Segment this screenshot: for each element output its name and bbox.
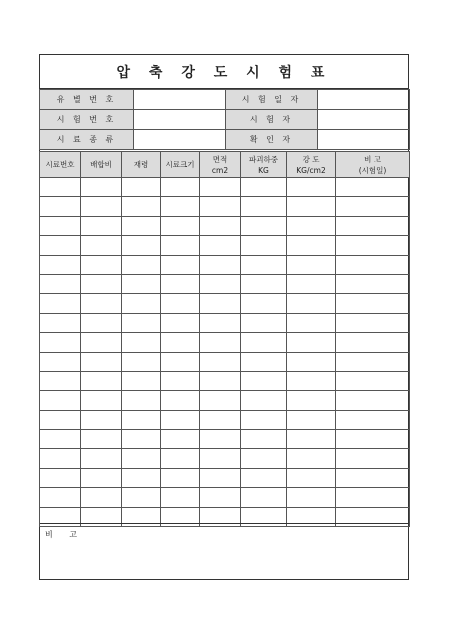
table-cell[interactable] xyxy=(336,294,410,313)
table-cell[interactable] xyxy=(161,178,200,197)
table-cell[interactable] xyxy=(81,371,122,390)
table-cell[interactable] xyxy=(336,468,410,487)
table-cell[interactable] xyxy=(122,178,161,197)
col-header xyxy=(241,152,287,178)
table-cell[interactable] xyxy=(40,197,81,216)
table-row xyxy=(40,274,410,293)
results-table xyxy=(39,151,410,527)
table-cell[interactable] xyxy=(336,255,410,274)
checker-field[interactable] xyxy=(318,130,410,150)
table-cell[interactable] xyxy=(161,488,200,507)
col-header xyxy=(122,152,161,178)
table-cell[interactable] xyxy=(287,391,336,410)
table-cell[interactable] xyxy=(161,352,200,371)
sample-type-field[interactable] xyxy=(134,130,226,150)
table-cell[interactable] xyxy=(81,294,122,313)
table-cell[interactable] xyxy=(200,488,241,507)
table-row xyxy=(40,371,410,390)
table-cell[interactable] xyxy=(287,333,336,352)
table-row xyxy=(40,178,410,197)
table-cell[interactable] xyxy=(336,430,410,449)
table-cell[interactable] xyxy=(81,410,122,429)
table-row xyxy=(40,236,410,255)
table-cell[interactable] xyxy=(40,333,81,352)
table-cell[interactable] xyxy=(241,255,287,274)
table-cell[interactable] xyxy=(241,468,287,487)
table-cell[interactable] xyxy=(81,449,122,468)
table-cell[interactable] xyxy=(81,255,122,274)
table-cell[interactable] xyxy=(241,488,287,507)
tester-field[interactable] xyxy=(318,110,410,130)
table-cell[interactable] xyxy=(122,197,161,216)
table-cell[interactable] xyxy=(40,352,81,371)
test-no-field[interactable] xyxy=(134,110,226,130)
table-cell[interactable] xyxy=(161,449,200,468)
table-cell[interactable] xyxy=(81,313,122,332)
col-header-line2: KG/cm2 xyxy=(296,165,326,175)
info-table xyxy=(39,89,410,150)
table-cell[interactable] xyxy=(241,391,287,410)
table-cell[interactable] xyxy=(122,430,161,449)
table-row xyxy=(40,391,410,410)
table-cell[interactable] xyxy=(336,333,410,352)
table-row xyxy=(40,488,410,507)
table-cell[interactable] xyxy=(336,391,410,410)
table-cell[interactable] xyxy=(336,352,410,371)
col-header xyxy=(161,152,200,178)
table-row xyxy=(40,468,410,487)
table-cell[interactable] xyxy=(81,216,122,235)
table-cell[interactable] xyxy=(200,449,241,468)
table-row xyxy=(40,294,410,313)
table-cell[interactable] xyxy=(161,391,200,410)
table-cell[interactable] xyxy=(200,352,241,371)
table-row xyxy=(40,449,410,468)
test-date-label: 시 험 일 자 xyxy=(226,90,318,110)
table-cell[interactable] xyxy=(40,449,81,468)
table-cell[interactable] xyxy=(200,178,241,197)
table-cell[interactable] xyxy=(287,216,336,235)
table-cell[interactable] xyxy=(336,449,410,468)
table-cell[interactable] xyxy=(241,313,287,332)
table-cell[interactable] xyxy=(287,488,336,507)
col-header-line2: (시험일) xyxy=(358,165,387,175)
sample-type-label: 시 료 종 류 xyxy=(40,130,134,150)
table-cell[interactable] xyxy=(336,313,410,332)
table-cell[interactable] xyxy=(336,216,410,235)
table-cell[interactable] xyxy=(122,294,161,313)
table-row xyxy=(40,430,410,449)
table-cell[interactable] xyxy=(81,352,122,371)
table-cell[interactable] xyxy=(40,216,81,235)
table-cell[interactable] xyxy=(40,410,81,429)
col-header-line1: 시료번호 xyxy=(45,160,75,169)
table-cell[interactable] xyxy=(40,430,81,449)
col-header xyxy=(287,152,336,178)
specimen-no-label: 유 별 번 호 xyxy=(40,90,134,110)
table-cell[interactable] xyxy=(200,255,241,274)
table-cell[interactable] xyxy=(336,371,410,390)
table-cell[interactable] xyxy=(241,430,287,449)
table-cell[interactable] xyxy=(287,371,336,390)
table-cell[interactable] xyxy=(122,468,161,487)
table-cell[interactable] xyxy=(81,274,122,293)
table-cell[interactable] xyxy=(241,294,287,313)
col-header-line1: 재령 xyxy=(133,160,149,169)
table-cell[interactable] xyxy=(336,197,410,216)
table-cell[interactable] xyxy=(161,410,200,429)
table-cell[interactable] xyxy=(40,488,81,507)
table-cell[interactable] xyxy=(287,236,336,255)
table-cell[interactable] xyxy=(241,178,287,197)
table-cell[interactable] xyxy=(122,391,161,410)
table-cell[interactable] xyxy=(122,352,161,371)
table-cell[interactable] xyxy=(200,410,241,429)
table-cell[interactable] xyxy=(287,313,336,332)
table-cell[interactable] xyxy=(200,313,241,332)
table-row xyxy=(40,410,410,429)
table-cell[interactable] xyxy=(161,197,200,216)
sheet-title: 압 축 강 도 시 험 표 xyxy=(40,55,408,89)
col-header-line1: 강 도 xyxy=(302,154,320,164)
table-cell[interactable] xyxy=(287,255,336,274)
table-cell[interactable] xyxy=(161,294,200,313)
table-cell[interactable] xyxy=(81,236,122,255)
table-cell[interactable] xyxy=(122,410,161,429)
table-cell[interactable] xyxy=(122,274,161,293)
table-cell[interactable] xyxy=(336,236,410,255)
table-cell[interactable] xyxy=(287,430,336,449)
table-cell[interactable] xyxy=(241,216,287,235)
table-cell[interactable] xyxy=(161,216,200,235)
table-cell[interactable] xyxy=(122,371,161,390)
table-cell[interactable] xyxy=(81,430,122,449)
table-cell[interactable] xyxy=(241,333,287,352)
col-header-line1: 시료크기 xyxy=(165,160,195,169)
test-date-field[interactable] xyxy=(318,90,410,110)
table-cell[interactable] xyxy=(287,294,336,313)
table-cell[interactable] xyxy=(81,178,122,197)
table-cell[interactable] xyxy=(161,333,200,352)
table-cell[interactable] xyxy=(241,274,287,293)
table-cell[interactable] xyxy=(122,236,161,255)
col-header-line1: 파괴하중 xyxy=(249,154,278,164)
test-no-label: 시 험 번 호 xyxy=(40,110,134,130)
table-cell[interactable] xyxy=(336,178,410,197)
table-cell[interactable] xyxy=(241,236,287,255)
table-cell[interactable] xyxy=(200,216,241,235)
table-cell[interactable] xyxy=(200,430,241,449)
table-cell[interactable] xyxy=(40,274,81,293)
table-cell[interactable] xyxy=(200,468,241,487)
table-cell[interactable] xyxy=(40,236,81,255)
table-cell[interactable] xyxy=(287,178,336,197)
table-cell[interactable] xyxy=(287,274,336,293)
table-cell[interactable] xyxy=(81,488,122,507)
table-cell[interactable] xyxy=(200,197,241,216)
table-cell[interactable] xyxy=(241,352,287,371)
col-header xyxy=(336,152,410,178)
table-cell[interactable] xyxy=(200,333,241,352)
table-cell[interactable] xyxy=(122,313,161,332)
table-row xyxy=(40,197,410,216)
table-row xyxy=(40,333,410,352)
table-row xyxy=(40,255,410,274)
table-cell[interactable] xyxy=(161,313,200,332)
col-header xyxy=(200,152,241,178)
table-cell[interactable] xyxy=(161,236,200,255)
table-cell[interactable] xyxy=(122,449,161,468)
table-cell[interactable] xyxy=(200,371,241,390)
table-row xyxy=(40,352,410,371)
col-header-line2: KG xyxy=(258,165,269,175)
col-header-line1: 배합비 xyxy=(90,160,112,169)
specimen-no-field[interactable] xyxy=(134,90,226,110)
table-cell[interactable] xyxy=(40,255,81,274)
checker-label: 확 인 자 xyxy=(226,130,318,150)
table-cell[interactable] xyxy=(200,391,241,410)
table-cell[interactable] xyxy=(122,255,161,274)
table-cell[interactable] xyxy=(200,236,241,255)
table-cell[interactable] xyxy=(200,294,241,313)
table-cell[interactable] xyxy=(40,391,81,410)
table-cell[interactable] xyxy=(161,430,200,449)
table-cell[interactable] xyxy=(161,371,200,390)
table-row xyxy=(40,216,410,235)
table-cell[interactable] xyxy=(287,410,336,429)
table-cell[interactable] xyxy=(81,197,122,216)
table-cell[interactable] xyxy=(122,488,161,507)
table-cell[interactable] xyxy=(287,352,336,371)
table-cell[interactable] xyxy=(241,197,287,216)
col-header xyxy=(40,152,81,178)
table-cell[interactable] xyxy=(81,333,122,352)
remarks-section[interactable] xyxy=(40,523,408,579)
table-cell[interactable] xyxy=(122,333,161,352)
col-header-line1: 면적 xyxy=(212,154,228,164)
table-cell[interactable] xyxy=(161,255,200,274)
table-cell[interactable] xyxy=(40,313,81,332)
table-row xyxy=(40,313,410,332)
table-cell[interactable] xyxy=(161,274,200,293)
table-cell[interactable] xyxy=(81,391,122,410)
table-cell[interactable] xyxy=(40,371,81,390)
table-cell[interactable] xyxy=(241,371,287,390)
table-cell[interactable] xyxy=(287,468,336,487)
tester-label: 시 험 자 xyxy=(226,110,318,130)
table-cell[interactable] xyxy=(336,488,410,507)
table-cell[interactable] xyxy=(336,274,410,293)
table-cell[interactable] xyxy=(287,449,336,468)
table-cell[interactable] xyxy=(40,178,81,197)
table-cell[interactable] xyxy=(40,294,81,313)
table-cell[interactable] xyxy=(81,468,122,487)
table-cell[interactable] xyxy=(336,410,410,429)
table-cell[interactable] xyxy=(241,410,287,429)
table-cell[interactable] xyxy=(287,197,336,216)
col-header xyxy=(81,152,122,178)
table-cell[interactable] xyxy=(122,216,161,235)
col-header-line1: 비 고 xyxy=(364,154,381,164)
table-cell[interactable] xyxy=(241,449,287,468)
table-cell[interactable] xyxy=(200,274,241,293)
table-cell[interactable] xyxy=(161,468,200,487)
test-sheet xyxy=(39,54,409,580)
col-header-line2: cm2 xyxy=(211,165,229,175)
header-row xyxy=(40,152,410,178)
remarks-label: 비 고 xyxy=(45,530,84,539)
table-cell[interactable] xyxy=(40,468,81,487)
